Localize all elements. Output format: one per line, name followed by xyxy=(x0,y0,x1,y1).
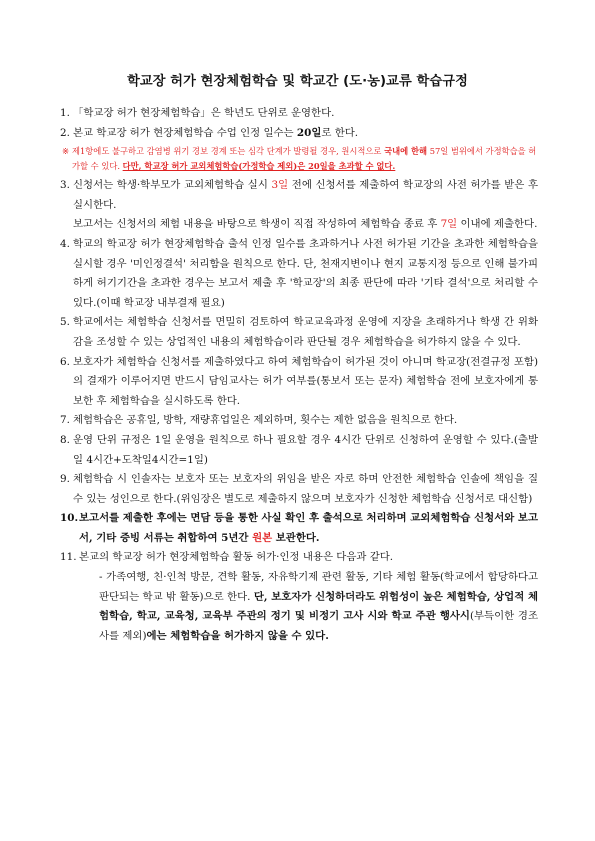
item-text: 보관한다. xyxy=(272,531,320,544)
item-text: 본교 학교장 허가 현장체험학습 수업 인정 일수는 xyxy=(73,126,297,139)
item-number: 2. xyxy=(60,126,70,139)
note-text: 제1항에도 불구하고 감염병 위기 경보 경계 또는 심각 단계가 발령될 경우, 원시적으로 xyxy=(72,146,385,157)
item-number: 4. xyxy=(60,237,70,250)
item-red-value: 3일 xyxy=(271,179,289,192)
item-number: 8. xyxy=(60,433,70,446)
item-emphasis: 에는 체험학습을 허가하지 않을 수 있다. xyxy=(146,629,329,642)
item-text: 전에 신청서를 제출하여 학교장의 사전 허가를 받은 후 실시한다. xyxy=(73,179,539,211)
item-red-value: 원본 xyxy=(252,531,273,544)
item-number: 11. xyxy=(60,551,77,564)
item-text: 이내에 제출한다. xyxy=(457,218,538,231)
list-item-2 xyxy=(60,124,538,144)
item-emphasis: 단, 보호자가 신청하더라도 위험성이 높은 체험학습, 상업적 체험학습, 학교, 교육청, 교육부 주관의 정기 및 비정기 고사 시와 학교 주관 행사시 xyxy=(99,590,538,623)
item-number: 3. xyxy=(60,179,70,192)
item-text: (부득이한 경조사를 제외) xyxy=(99,610,538,642)
item-text: 보고서는 신청서의 체험 내용을 바탕으로 학생이 직접 작성하여 체험학습 종료 후 xyxy=(73,218,441,231)
list-item-10 xyxy=(60,509,538,548)
item-number: 1. xyxy=(60,107,70,119)
list-item-1 xyxy=(60,104,538,124)
list-item-7 xyxy=(60,411,538,431)
note-emphasis: 국내에 한해 xyxy=(384,146,428,157)
note-mark: ※ xyxy=(62,146,69,157)
item-emphasis: 20일 xyxy=(296,126,322,139)
item-text: 「학교장 허가 현장체험학습」은 학년도 단위로 운영한다. xyxy=(73,107,335,119)
item-text: 체험학습 시 인솔자는 보호자 또는 보호자의 위임을 받은 자로 하며 안전한 체험학습 인솔에 책임을 질 수 있는 성인으로 한다.(위임장은 별도로 제출하지 않으며 보호자가 신청한 체험학습 신청서로 대신함) xyxy=(73,473,538,505)
item-subtext xyxy=(79,568,538,646)
list-item-3 xyxy=(60,176,538,235)
item-number: 10. xyxy=(60,512,79,525)
list-item-11 xyxy=(60,548,538,646)
item-text: 보호자가 체험학습 신청서를 제출하였다고 하여 체험학습이 허가된 것이 아니며 학교장(전결규정 포함)의 결재가 이루어지면 반드시 담임교사는 허가 여부를(통보서 또는 문자) 체험학습 전에 보호자에게 통보한 후 체험학습을 실시하도록 한다. xyxy=(73,355,538,407)
note-text: 57일 범위에서 가정학습을 허가할 수 있다. xyxy=(72,146,537,172)
red-note xyxy=(60,144,538,174)
item-text: 학교의 학교장 허가 현장체험학습 출석 인정 일수를 초과하거나 사전 허가된 기간을 초과한 체험학습을 실시할 경우 '미인정결석' 처리함을 원칙으로 한다. 단, 천재지변이나 현지 교통지정 등으로 인해 불가피하게 허기기간을 초과한 경우는 보고서 제출 후 '학교장'의 최종 판단에 따라 '기타 결석'으로 처리할 수 있다.(이때 학교장 내부결재 필요) xyxy=(73,237,538,309)
item-number: 5. xyxy=(60,316,70,329)
item-text: 보고서를 제출한 후에는 면담 등을 통한 사실 확인 후 출석으로 처리하며 교외체험학습 신청서와 보고서, 기타 증빙 서류는 취합하여 5년간 xyxy=(79,512,538,544)
item-number: 6. xyxy=(60,355,70,368)
note-underlined: 다만, 학교장 허가 교외체험학습(가정학습 제외)은 20일을 초과할 수 없다. xyxy=(122,161,396,172)
list-item-8 xyxy=(60,431,538,470)
item-number: 7. xyxy=(60,414,70,427)
item-text: 운영 단위 규정은 1일 운영을 원칙으로 하나 필요할 경우 4시간 단위로 신청하여 운영할 수 있다.(출발일 4시간+도착일4시간=1일) xyxy=(73,433,538,466)
item-text: 로 한다. xyxy=(321,126,359,139)
list-item-4 xyxy=(60,235,538,313)
list-item-5 xyxy=(60,313,538,352)
item-text: 본교의 학교장 허가 현장체험학습 활동 허가·인정 내용은 다음과 같다. xyxy=(79,551,394,564)
list-item-9 xyxy=(60,470,538,509)
item-text: - 가족여행, 친·인척 방문, 견학 활동, 자유학기제 관련 활동, 기타 체험 활동(학교에서 합당하다고 판단되는 학교 밖 활동)으로 한다. xyxy=(99,571,538,603)
item-text: 학교에서는 체험학습 신청서를 면밀히 검토하여 학교교육과정 운영에 지장을 초래하거나 학생 간 위화감을 조성할 수 있는 상업적인 내용의 체험학습이라 판단될 경우 체험학습을 허가하지 않을 수 있다. xyxy=(73,316,538,348)
item-number: 9. xyxy=(60,473,70,486)
document-title: 학교장 허가 현장체험학습 및 학교간 (도·농)교류 학습규정 xyxy=(127,74,468,89)
regulation-body xyxy=(60,104,538,646)
item-red-value: 7일 xyxy=(440,218,458,231)
item-text: 신청서는 학생·학부모가 교외체험학습 실시 xyxy=(73,179,272,192)
item-text: 체험학습은 공휴일, 방학, 재량휴업일은 제외하며, 횟수는 제한 없음을 원칙으로 한다. xyxy=(73,414,458,427)
list-item-6 xyxy=(60,353,538,412)
